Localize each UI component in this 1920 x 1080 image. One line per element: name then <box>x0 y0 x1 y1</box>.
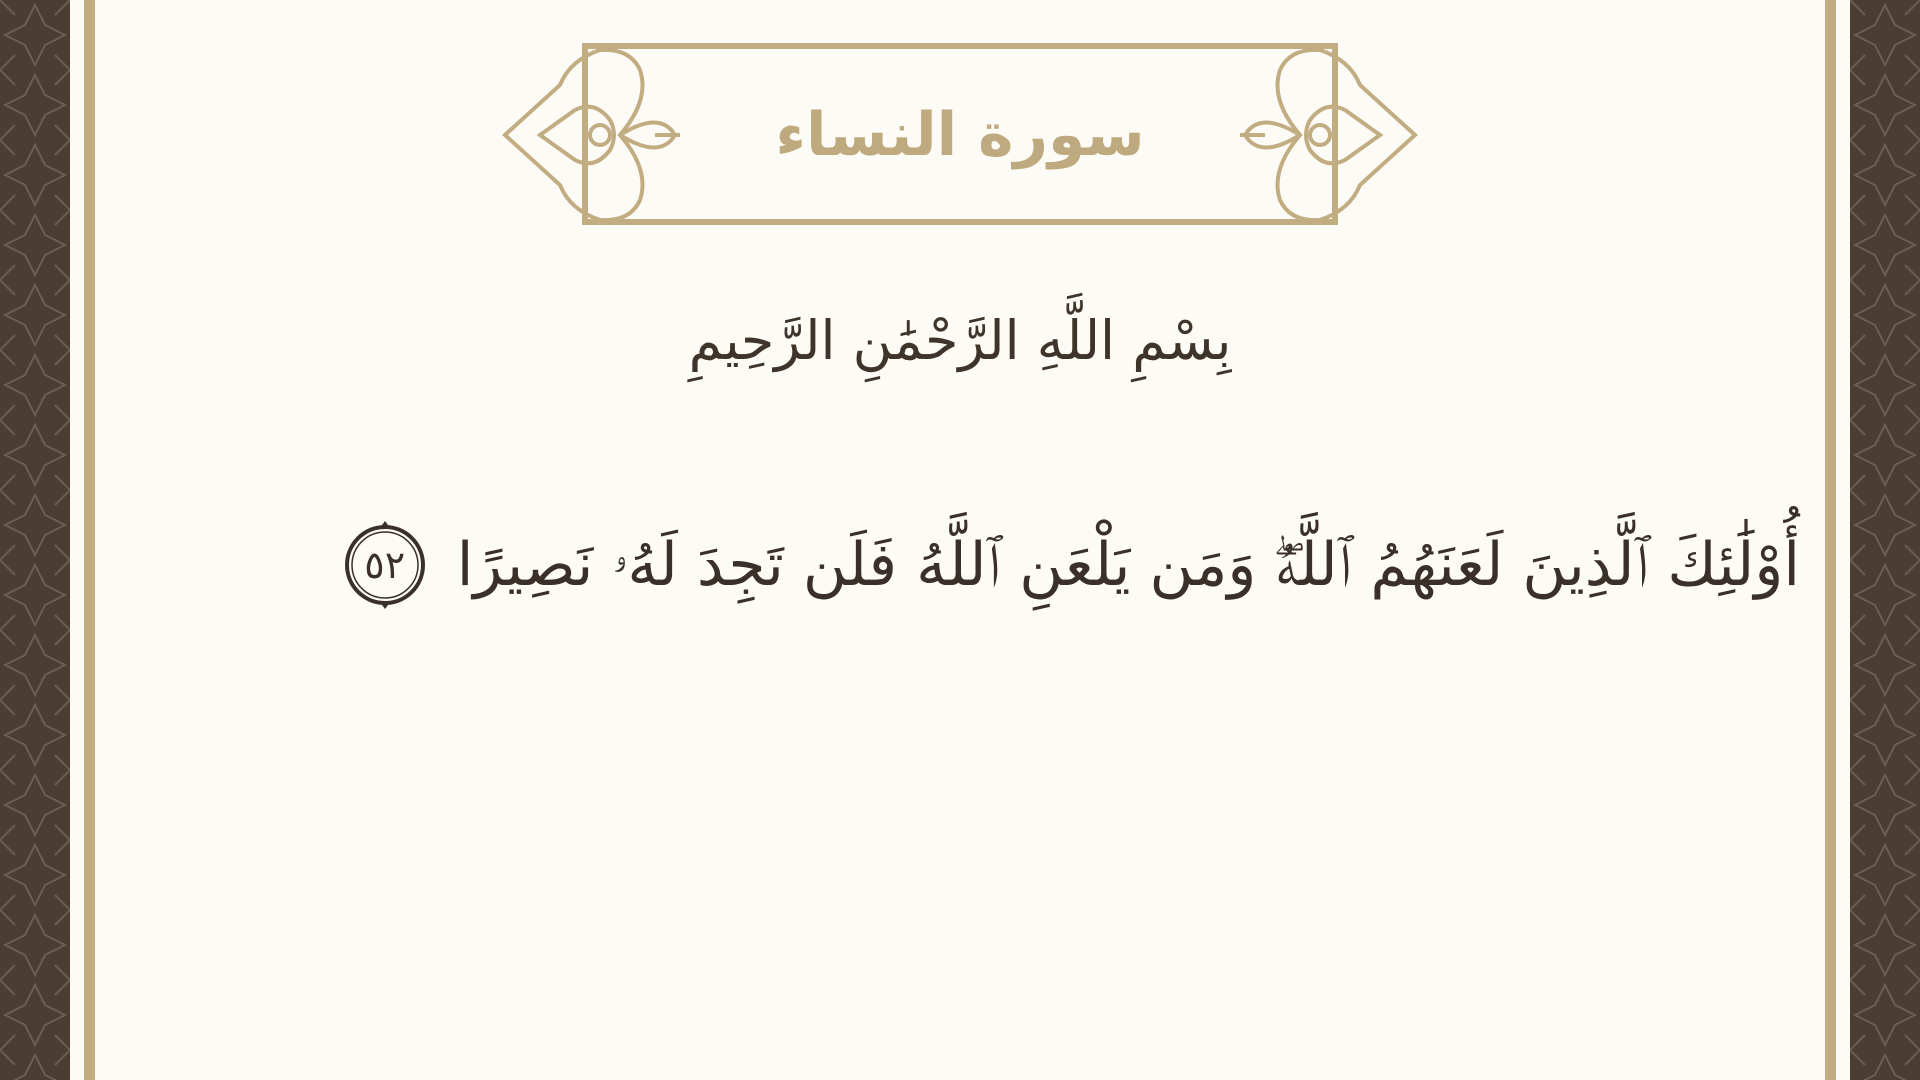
verse-text: أُوْلَٰئِكَ ٱلَّذِينَ لَعَنَهُمُ ٱللَّهُۖ وَمَن يَلْعَنِ ٱللَّهُ فَلَن تَجِدَ لَهُۥ نَصِيرًا <box>456 530 1800 600</box>
left-ornament-border <box>0 0 70 1080</box>
right-gold-rule <box>1825 0 1836 1080</box>
ayah-end-marker <box>339 519 431 611</box>
geometric-pattern-icon <box>0 0 70 1080</box>
left-gold-rule <box>84 0 95 1080</box>
verse-line <box>280 500 1800 630</box>
basmala: بِسْمِ اللَّهِ الرَّحْمَٰنِ الرَّحِيمِ <box>688 308 1232 372</box>
surah-header-cartouche <box>500 40 1420 230</box>
right-ornament-border <box>1850 0 1920 1080</box>
surah-title: سورة النساء <box>775 100 1145 170</box>
ayah-number: ٥٢ <box>364 543 406 587</box>
geometric-pattern-icon <box>1850 0 1920 1080</box>
